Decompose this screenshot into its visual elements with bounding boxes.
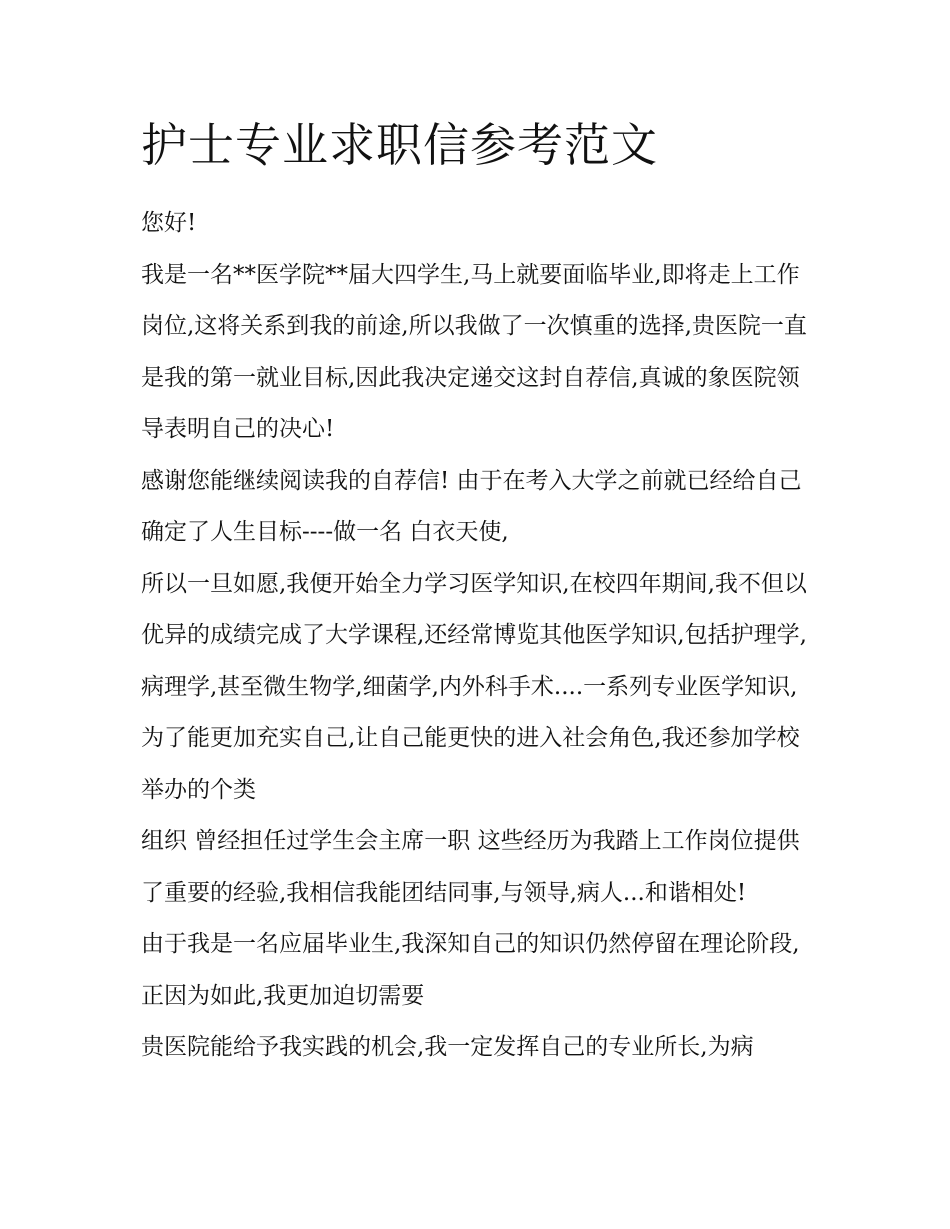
paragraph-career-goal: 感谢您能继续阅读我的自荐信! 由于在考入大学之前就已经给自己确定了人生目标----做一名 白衣天使, <box>141 467 802 545</box>
paragraph-practice-request: 贵医院能给予我实践的机会,我一定发挥自己的专业所长,为病 <box>141 1034 754 1060</box>
paragraph-study-experience: 所以一旦如愿,我便开始全力学习医学知识,在校四年期间,我不但以优异的成绩完成了大学课程,还经常博览其他医学知识,包括护理学,病理学,甚至微生物学,细菌学,内外科手术....一系列专业医学知识,为了能更加充实自己,让自己能更快的进入社会角色,我还参加学校举办的个类 <box>141 570 807 803</box>
document-title: 护士专业求职信参考范文 <box>141 118 658 172</box>
paragraph-graduate-status: 由于我是一名应届毕业生,我深知自己的知识仍然停留在理论阶段,正因为如此,我更加迫切需要 <box>141 931 800 1009</box>
paragraph-introduction: 我是一名**医学院**届大四学生,马上就要面临毕业,即将走上工作岗位,这将关系到我的前途,所以我做了一次慎重的选择,贵医院一直是我的第一就业目标,因此我决定递交这封自荐信,真诚的象医院领导表明自己的决心! <box>141 261 807 442</box>
paragraph-greeting: 您好! <box>141 210 197 236</box>
paragraph-organization-experience: 组织 曾经担任过学生会主席一职 这些经历为我踏上工作岗位提供了重要的经验,我相信我能团结同事,与领导,病人...和谐相处! <box>141 828 800 906</box>
document-body <box>141 112 809 1074</box>
